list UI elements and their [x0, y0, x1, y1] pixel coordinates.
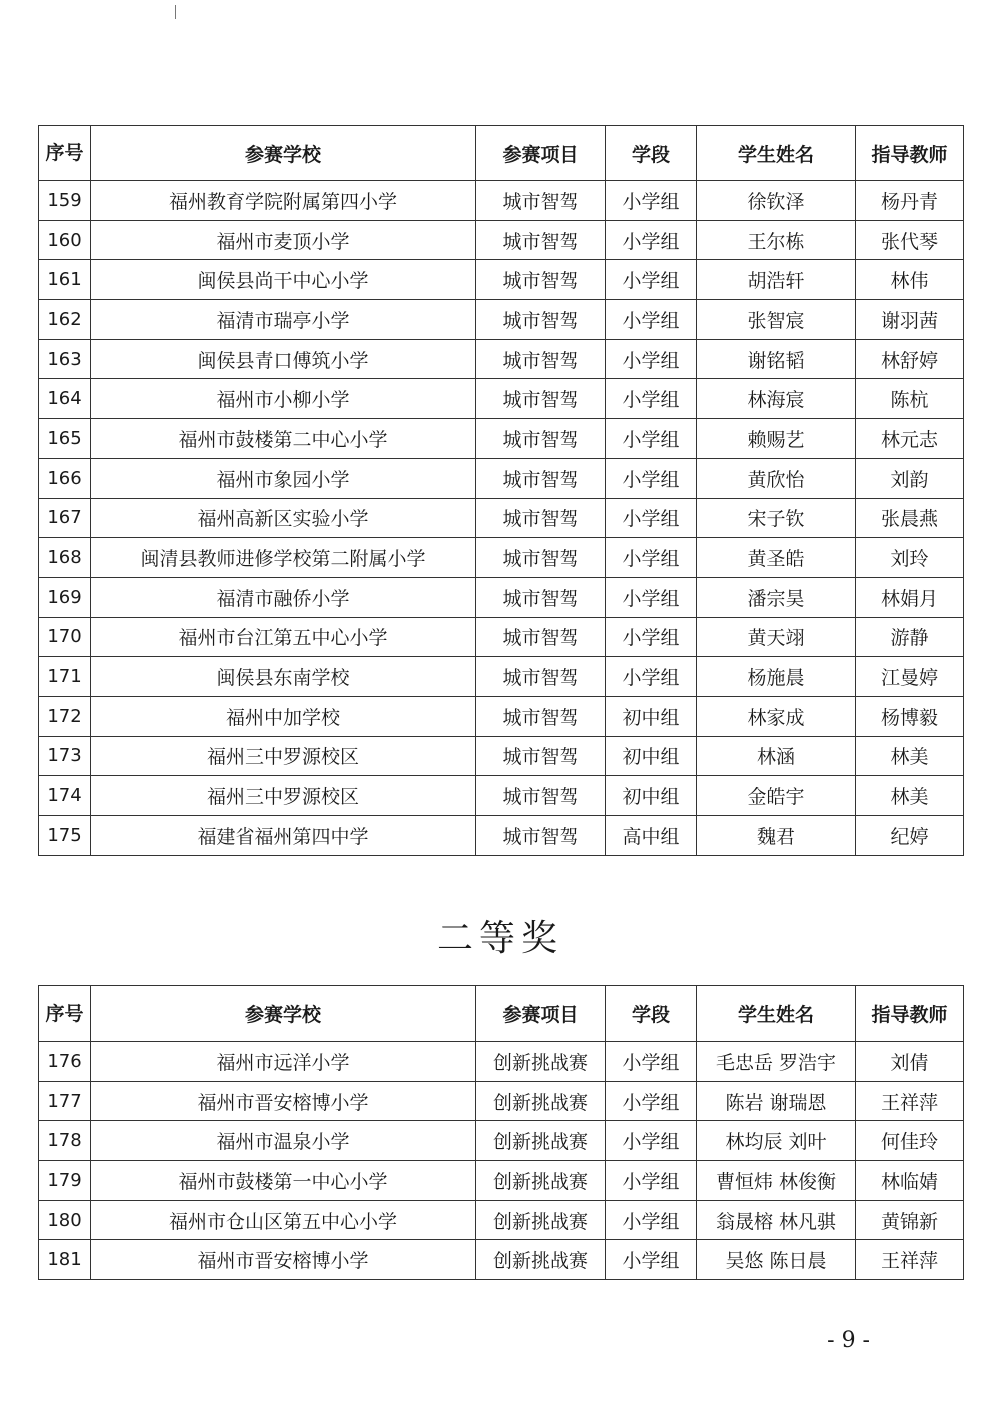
cell-seq: 166	[39, 458, 91, 498]
cell-school: 福州市远洋小学	[91, 1042, 476, 1082]
table-row	[39, 577, 964, 617]
cell-project: 城市智驾	[476, 379, 606, 419]
table-row	[39, 657, 964, 697]
cell-school: 福州三中罗源校区	[91, 736, 476, 776]
cell-stage: 小学组	[606, 260, 697, 300]
table-row	[39, 379, 964, 419]
cell-stage: 小学组	[606, 220, 697, 260]
cell-project: 城市智驾	[476, 816, 606, 856]
cell-school: 福州高新区实验小学	[91, 498, 476, 538]
cell-teacher: 王祥萍	[856, 1240, 964, 1280]
cell-student: 赖赐艺	[697, 419, 856, 459]
cell-school: 福州市晋安榕博小学	[91, 1240, 476, 1280]
cell-stage: 小学组	[606, 577, 697, 617]
cell-stage: 小学组	[606, 379, 697, 419]
table-body	[39, 1042, 964, 1280]
cell-project: 城市智驾	[476, 657, 606, 697]
cell-teacher: 谢羽茜	[856, 300, 964, 340]
cell-seq: 172	[39, 696, 91, 736]
cell-school: 福州市温泉小学	[91, 1121, 476, 1161]
cell-stage: 小学组	[606, 339, 697, 379]
cell-teacher: 林舒婷	[856, 339, 964, 379]
cell-project: 城市智驾	[476, 181, 606, 221]
cell-stage: 小学组	[606, 1161, 697, 1201]
cell-student: 徐钦泽	[697, 181, 856, 221]
table-row	[39, 300, 964, 340]
cell-teacher: 何佳玲	[856, 1121, 964, 1161]
cell-school: 闽清县教师进修学校第二附属小学	[91, 538, 476, 578]
cell-student: 林涵	[697, 736, 856, 776]
cell-stage: 高中组	[606, 816, 697, 856]
header-seq: 序号	[39, 126, 91, 181]
cell-student: 胡浩轩	[697, 260, 856, 300]
page-number: - 9 -	[827, 1328, 870, 1353]
cell-school: 福清市融侨小学	[91, 577, 476, 617]
cell-seq: 163	[39, 339, 91, 379]
cell-project: 城市智驾	[476, 538, 606, 578]
cell-project: 创新挑战赛	[476, 1240, 606, 1280]
cell-student: 黄欣怡	[697, 458, 856, 498]
cell-student: 黄圣皓	[697, 538, 856, 578]
cell-school: 福州教育学院附属第四小学	[91, 181, 476, 221]
cell-seq: 170	[39, 617, 91, 657]
table-row	[39, 339, 964, 379]
cell-school: 福州市鼓楼第一中心小学	[91, 1161, 476, 1201]
cell-stage: 初中组	[606, 736, 697, 776]
cell-teacher: 杨博毅	[856, 696, 964, 736]
cell-teacher: 游静	[856, 617, 964, 657]
cell-seq: 171	[39, 657, 91, 697]
table-row	[39, 1240, 964, 1280]
header-student: 学生姓名	[697, 986, 856, 1042]
cell-school: 福州市晋安榕博小学	[91, 1081, 476, 1121]
cell-seq: 169	[39, 577, 91, 617]
cell-project: 城市智驾	[476, 776, 606, 816]
cell-teacher: 刘玲	[856, 538, 964, 578]
table-row	[39, 696, 964, 736]
cell-teacher: 林伟	[856, 260, 964, 300]
award-table-second-prize	[38, 985, 964, 1280]
cell-project: 创新挑战赛	[476, 1161, 606, 1201]
header-stage: 学段	[606, 986, 697, 1042]
cell-school: 福州市象园小学	[91, 458, 476, 498]
cell-seq: 181	[39, 1240, 91, 1280]
cell-student: 毛忠岳 罗浩宇	[697, 1042, 856, 1082]
cell-teacher: 林元志	[856, 419, 964, 459]
cell-stage: 小学组	[606, 419, 697, 459]
table-row	[39, 816, 964, 856]
cell-seq: 176	[39, 1042, 91, 1082]
cell-project: 城市智驾	[476, 260, 606, 300]
cell-student: 王尔栋	[697, 220, 856, 260]
header-student: 学生姓名	[697, 126, 856, 181]
cell-project: 创新挑战赛	[476, 1200, 606, 1240]
cell-project: 城市智驾	[476, 339, 606, 379]
cell-school: 福州市麦顶小学	[91, 220, 476, 260]
cell-school: 闽侯县尚干中心小学	[91, 260, 476, 300]
cell-project: 城市智驾	[476, 419, 606, 459]
scan-mark	[175, 5, 176, 19]
table-row	[39, 458, 964, 498]
cell-teacher: 黄锦新	[856, 1200, 964, 1240]
table-row	[39, 776, 964, 816]
cell-seq: 159	[39, 181, 91, 221]
cell-project: 城市智驾	[476, 696, 606, 736]
cell-student: 曹恒炜 林俊衡	[697, 1161, 856, 1201]
cell-student: 杨施晨	[697, 657, 856, 697]
cell-teacher: 林美	[856, 736, 964, 776]
cell-teacher: 陈杭	[856, 379, 964, 419]
cell-school: 福州市小柳小学	[91, 379, 476, 419]
cell-stage: 小学组	[606, 538, 697, 578]
table-body	[39, 181, 964, 856]
table-row	[39, 260, 964, 300]
cell-seq: 175	[39, 816, 91, 856]
cell-stage: 小学组	[606, 1042, 697, 1082]
header-project: 参赛项目	[476, 126, 606, 181]
cell-stage: 初中组	[606, 776, 697, 816]
table-row	[39, 1121, 964, 1161]
cell-teacher: 林美	[856, 776, 964, 816]
table-row	[39, 1161, 964, 1201]
table-row	[39, 736, 964, 776]
header-row	[39, 986, 964, 1042]
header-seq: 序号	[39, 986, 91, 1042]
cell-school: 福州市台江第五中心小学	[91, 617, 476, 657]
cell-project: 城市智驾	[476, 220, 606, 260]
cell-student: 林家成	[697, 696, 856, 736]
cell-student: 林均辰 刘叶	[697, 1121, 856, 1161]
cell-student: 魏君	[697, 816, 856, 856]
cell-student: 陈岩 谢瑞恩	[697, 1081, 856, 1121]
header-teacher: 指导教师	[856, 126, 964, 181]
cell-student: 潘宗昊	[697, 577, 856, 617]
award-table-first	[38, 125, 964, 856]
cell-teacher: 张代琴	[856, 220, 964, 260]
cell-seq: 178	[39, 1121, 91, 1161]
cell-student: 宋子钦	[697, 498, 856, 538]
cell-school: 福建省福州第四中学	[91, 816, 476, 856]
cell-student: 吴悠 陈日晨	[697, 1240, 856, 1280]
cell-seq: 180	[39, 1200, 91, 1240]
cell-teacher: 纪婷	[856, 816, 964, 856]
cell-seq: 173	[39, 736, 91, 776]
table-header	[39, 986, 964, 1042]
cell-seq: 160	[39, 220, 91, 260]
table-row	[39, 498, 964, 538]
cell-project: 城市智驾	[476, 300, 606, 340]
cell-school: 福州市仓山区第五中心小学	[91, 1200, 476, 1240]
cell-teacher: 王祥萍	[856, 1081, 964, 1121]
cell-project: 创新挑战赛	[476, 1121, 606, 1161]
cell-stage: 小学组	[606, 1081, 697, 1121]
header-school: 参赛学校	[91, 986, 476, 1042]
section-title-second-prize: 二等奖	[436, 918, 563, 959]
cell-project: 城市智驾	[476, 577, 606, 617]
header-stage: 学段	[606, 126, 697, 181]
cell-project: 城市智驾	[476, 498, 606, 538]
cell-student: 黄天翊	[697, 617, 856, 657]
cell-project: 城市智驾	[476, 617, 606, 657]
cell-student: 林海宸	[697, 379, 856, 419]
table-row	[39, 617, 964, 657]
cell-school: 福清市瑞亭小学	[91, 300, 476, 340]
cell-seq: 174	[39, 776, 91, 816]
cell-student: 谢铭韬	[697, 339, 856, 379]
header-project: 参赛项目	[476, 986, 606, 1042]
cell-student: 翁晟榕 林凡骐	[697, 1200, 856, 1240]
cell-stage: 小学组	[606, 1200, 697, 1240]
table-row	[39, 419, 964, 459]
cell-teacher: 林临婧	[856, 1161, 964, 1201]
cell-project: 城市智驾	[476, 736, 606, 776]
table-header	[39, 126, 964, 181]
cell-seq: 165	[39, 419, 91, 459]
cell-seq: 168	[39, 538, 91, 578]
cell-stage: 小学组	[606, 181, 697, 221]
cell-school: 福州中加学校	[91, 696, 476, 736]
table-row	[39, 1081, 964, 1121]
cell-project: 创新挑战赛	[476, 1042, 606, 1082]
cell-project: 城市智驾	[476, 458, 606, 498]
cell-teacher: 杨丹青	[856, 181, 964, 221]
cell-seq: 162	[39, 300, 91, 340]
cell-school: 闽侯县东南学校	[91, 657, 476, 697]
cell-school: 闽侯县青口傅筑小学	[91, 339, 476, 379]
cell-seq: 177	[39, 1081, 91, 1121]
cell-stage: 初中组	[606, 696, 697, 736]
table-row	[39, 1042, 964, 1082]
cell-stage: 小学组	[606, 1121, 697, 1161]
cell-seq: 164	[39, 379, 91, 419]
table-row	[39, 220, 964, 260]
cell-stage: 小学组	[606, 617, 697, 657]
cell-teacher: 张晨燕	[856, 498, 964, 538]
cell-stage: 小学组	[606, 458, 697, 498]
table-row	[39, 181, 964, 221]
cell-student: 金皓宇	[697, 776, 856, 816]
cell-stage: 小学组	[606, 657, 697, 697]
cell-teacher: 江曼婷	[856, 657, 964, 697]
cell-stage: 小学组	[606, 498, 697, 538]
cell-school: 福州三中罗源校区	[91, 776, 476, 816]
cell-seq: 179	[39, 1161, 91, 1201]
header-school: 参赛学校	[91, 126, 476, 181]
cell-project: 创新挑战赛	[476, 1081, 606, 1121]
cell-seq: 167	[39, 498, 91, 538]
cell-teacher: 刘倩	[856, 1042, 964, 1082]
cell-teacher: 林娟月	[856, 577, 964, 617]
cell-school: 福州市鼓楼第二中心小学	[91, 419, 476, 459]
table-row	[39, 1200, 964, 1240]
header-teacher: 指导教师	[856, 986, 964, 1042]
cell-seq: 161	[39, 260, 91, 300]
cell-stage: 小学组	[606, 1240, 697, 1280]
cell-teacher: 刘韵	[856, 458, 964, 498]
cell-student: 张智宸	[697, 300, 856, 340]
cell-stage: 小学组	[606, 300, 697, 340]
header-row	[39, 126, 964, 181]
table-row	[39, 538, 964, 578]
